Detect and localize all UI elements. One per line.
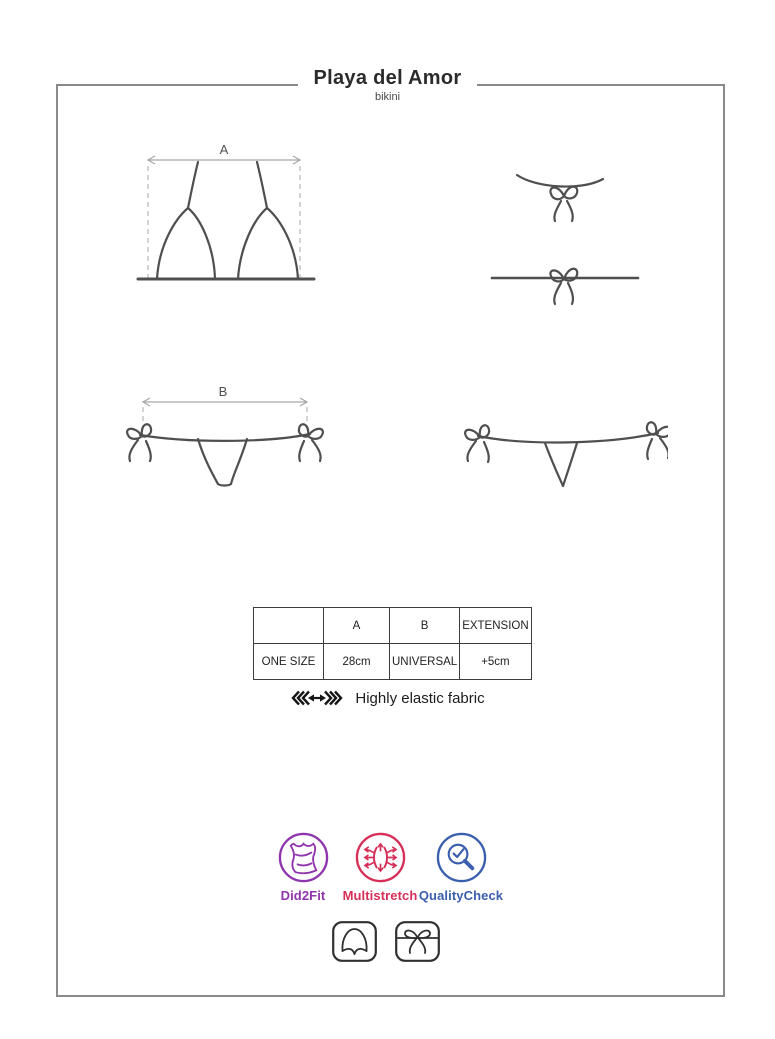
neck-bow	[550, 187, 577, 221]
badge-label: Multistretch	[342, 888, 418, 903]
badge-label: QualityCheck	[418, 888, 504, 903]
magnifier-check-icon	[435, 831, 488, 884]
dimension-b	[143, 398, 307, 433]
bodysuit-icon	[277, 831, 330, 884]
title-box	[298, 66, 478, 104]
size-table-cell: +5cm	[460, 644, 531, 680]
size-table-cell: ONE SIZE	[254, 644, 324, 680]
thong-back	[545, 443, 577, 486]
stretch-arrows-icon	[290, 689, 344, 707]
fabric-note-label: Highly elastic fabric	[355, 689, 485, 707]
panties-icon	[332, 921, 377, 962]
page-subtitle: bikini	[374, 91, 401, 103]
badge-qualitycheck	[412, 831, 510, 903]
top-front-outline	[138, 162, 314, 279]
bikini-top-front-diagram	[128, 133, 323, 288]
size-table-header-cell: A	[324, 608, 390, 644]
waistband	[478, 433, 658, 442]
size-table-header-cell: B	[390, 608, 460, 644]
fabric-note	[0, 687, 775, 709]
dimension-a-label: A	[219, 142, 229, 157]
size-table-cell: 28cm	[324, 644, 390, 680]
left-side-bow	[465, 425, 489, 462]
badge-label: Did2Fit	[280, 888, 326, 903]
size-table-cell: UNIVERSAL	[390, 644, 460, 680]
neck-strap	[517, 175, 603, 187]
size-table-header-cell	[254, 608, 324, 644]
dimension-b-label: B	[218, 384, 228, 399]
right-side-bow	[299, 424, 323, 461]
size-table	[253, 607, 532, 680]
thong-front	[198, 439, 247, 486]
bikini-top-back-diagram	[478, 158, 648, 308]
size-table-header-cell: EXTENSION	[460, 608, 531, 644]
size-table-header-row	[254, 608, 532, 644]
size-table-row	[254, 644, 532, 680]
bikini-bottom-back-diagram	[458, 412, 668, 494]
page-title: Playa del Amor	[313, 67, 462, 89]
left-side-bow	[127, 424, 151, 461]
right-side-bow	[647, 422, 668, 459]
bikini-bottom-front-diagram	[112, 383, 327, 495]
stretch-rays-icon	[354, 831, 407, 884]
waistband	[140, 434, 310, 441]
gift-icon	[395, 921, 440, 962]
badge-did2fit	[266, 831, 340, 903]
band-bow	[550, 269, 577, 304]
